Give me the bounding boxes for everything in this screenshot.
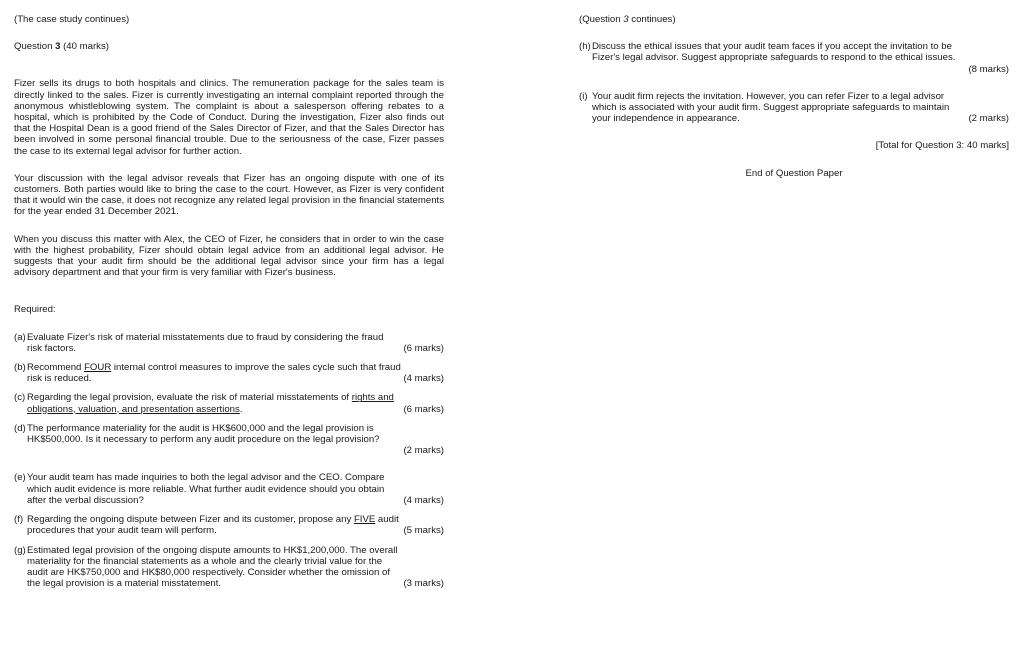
- case-paragraph-2: Your discussion with the legal advisor reveals that Fizer has an ongoing dispute with one of its customers. Both parties would like to bring the case to the court. However, as Fizer is very confident that it would win the case, it does not recognize any related legal provision in the financial statements for the year ended 31 December 2021.: [14, 172, 444, 218]
- part-i-letter: (i): [579, 90, 588, 102]
- part-e-letter: (e): [14, 472, 26, 484]
- part-b-post: internal control measures to improve the sales cycle such that fraud: [111, 362, 401, 374]
- total-marks: [Total for Question 3: 40 marks]: [875, 140, 1009, 152]
- part-f-underlined: FIVE: [353, 514, 376, 526]
- left-column: [14, 14, 444, 589]
- question-heading-post: (40 marks): [60, 41, 109, 53]
- part-d-letter: (d): [14, 422, 26, 434]
- part-a-marks: (6 marks): [403, 342, 444, 354]
- continues-note-right: [579, 14, 1009, 25]
- part-i-line-3: your independence in appearance.: [592, 113, 740, 125]
- part-h-line-2: Fizer's legal advisor. Suggest appropriate safeguards to respond to the ethical issues.: [592, 52, 956, 64]
- question-part-d: [14, 423, 444, 457]
- part-g-line-3: audit are HK$750,000 and HK$80,000 respectively. Consider whether the omission of: [27, 566, 391, 578]
- part-c-underlined-2: obligations, valuation, and presentation assertions: [27, 403, 240, 415]
- part-i-line-2: which is associated with your audit firm. Suggest appropriate safeguards to maintain: [592, 102, 950, 114]
- part-c-pre: Regarding the legal provision, evaluate the risk of material misstatements of: [27, 392, 352, 404]
- part-c-letter: (c): [14, 392, 26, 404]
- part-e-line-1: Your audit team has made inquiries to both the legal advisor and the CEO. Compare: [27, 472, 385, 484]
- question-part-c: [14, 392, 444, 414]
- part-g-line-4: the legal provision is a material misstatement.: [27, 578, 222, 590]
- question-heading: [14, 41, 444, 52]
- question-part-a: [14, 332, 444, 354]
- part-h-line-1: Discuss the ethical issues that your audit team faces if you accept the invitation to be: [592, 41, 952, 53]
- part-g-line-1: Estimated legal provision of the ongoing dispute amounts to HK$1,200,000. The overall: [27, 544, 398, 556]
- case-paragraph-3: When you discuss this matter with Alex, the CEO of Fizer, he considers that in order to win the case with the highest probability, Fizer should obtain legal advice from an additional legal advisor. He suggests that your audit firm should be the additional legal advisor since your firm has a legal advisory department and that your firm is very familiar with Fizer's business.: [14, 233, 444, 279]
- part-e-line-2: which audit evidence is more reliable. What further audit evidence should you obtain: [27, 483, 385, 495]
- continues-note: (The case study continues): [14, 14, 130, 25]
- part-g-letter: (g): [14, 544, 26, 556]
- part-f-marks: (5 marks): [403, 525, 444, 537]
- part-i-line-1: Your audit firm rejects the invitation. However, you can refer Fizer to a legal advisor: [592, 90, 945, 102]
- part-b-marks: (4 marks): [403, 373, 444, 385]
- part-g-marks: (3 marks): [403, 578, 444, 590]
- part-e-marks: (4 marks): [403, 494, 444, 506]
- continues-post: continues): [628, 14, 676, 25]
- part-a-letter: (a): [14, 331, 26, 343]
- part-b-underlined: FOUR: [84, 362, 112, 374]
- part-d-line-2: HK$500,000. Is it necessary to perform any audit procedure on the legal provision?: [27, 434, 380, 446]
- part-b-pre: Recommend: [27, 362, 85, 374]
- part-h-marks: (8 marks): [968, 63, 1009, 75]
- part-c-underlined-1: rights and: [351, 392, 394, 404]
- part-f-pre: Regarding the ongoing dispute between Fizer and its customer, propose any: [27, 514, 354, 526]
- question-part-f: [14, 514, 444, 536]
- part-d-marks: (2 marks): [403, 445, 444, 457]
- part-a-line-1: Evaluate Fizer's risk of material misstatements due to fraud by considering the fraud: [27, 331, 384, 343]
- part-d-line-1: The performance materiality for the audit is HK$600,000 and the legal provision is: [27, 422, 374, 434]
- part-g-line-2: materiality for the financial statements as a whole and the clearly trivial value for the: [27, 555, 383, 567]
- question-heading-pre: Question: [14, 41, 56, 53]
- question-part-h: [579, 41, 1009, 75]
- continues-number: 3: [623, 14, 629, 25]
- part-f-post: audit: [375, 514, 399, 526]
- right-column: [579, 14, 1009, 179]
- part-i-marks: (2 marks): [968, 113, 1009, 125]
- case-paragraph-1: Fizer sells its drugs to both hospitals and clinics. The remuneration package for the sales team is directly linked to the sales. Fizer is currently investigating an internal complaint reported through the anonymous whistleblowing system. The complaint is about a salesperson offering rebates to a hospital, which is prohibited by the Code of Conduct. During the investigation, Fizer also finds out that the Hospital Dean is a good friend of the Sales Director of Fizer, and that the Sales Director has been involved in some personal financial trouble. Due to the seriousness of the case, Fizer passes the case to its external legal advisor for further action.: [14, 78, 444, 157]
- part-h-letter: (h): [579, 41, 591, 53]
- question-part-i: [579, 91, 1009, 125]
- part-b-line-2: risk is reduced.: [27, 373, 92, 385]
- part-f-line-2: procedures that your audit team will perform.: [27, 525, 217, 537]
- question-part-g: [14, 545, 444, 590]
- continues-pre: (Question: [579, 14, 624, 25]
- part-c-post: .: [239, 403, 243, 415]
- part-a-line-2: risk factors.: [27, 342, 77, 354]
- question-number: 3: [55, 41, 61, 53]
- part-e-line-3: after the verbal discussion?: [27, 494, 144, 506]
- question-part-b: [14, 362, 444, 384]
- part-c-marks: (6 marks): [403, 403, 444, 415]
- required-label: Required:: [14, 304, 56, 316]
- part-f-letter: (f): [14, 514, 24, 526]
- question-part-e: [14, 472, 444, 506]
- part-b-letter: (b): [14, 362, 26, 374]
- end-of-paper: End of Question Paper: [745, 167, 843, 179]
